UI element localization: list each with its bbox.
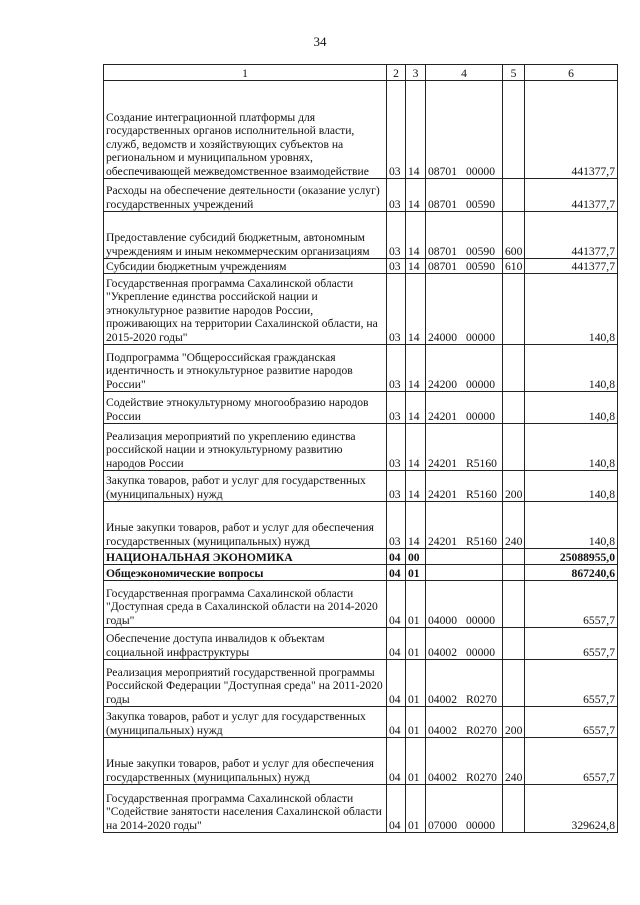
row-subsection: 01 — [406, 660, 426, 707]
row-subsection: 14 — [406, 424, 426, 471]
row-target-code — [426, 565, 503, 581]
target-code-direction: R5160 — [466, 456, 497, 470]
row-expense-group — [503, 392, 525, 424]
row-target-code — [426, 81, 503, 179]
row-target-code — [426, 259, 503, 274]
row-section: 04 — [387, 581, 406, 628]
target-code-direction: 00590 — [466, 244, 495, 258]
row-section: 03 — [387, 259, 406, 274]
header-cell-name: 1 — [104, 65, 387, 81]
row-section: 04 — [387, 707, 406, 738]
table-row — [104, 502, 618, 549]
row-amount: 867240,6 — [525, 565, 618, 581]
row-expense-group: 240 — [503, 502, 525, 549]
row-name: Иные закупки товаров, работ и услуг для обеспечения государственных (муниципальных) нужд — [104, 502, 387, 549]
row-name: Закупка товаров, работ и услуг для государственных (муниципальных) нужд — [104, 471, 387, 502]
row-target-code — [426, 628, 503, 660]
target-code-program: 04002 — [428, 692, 457, 706]
row-target-code — [426, 274, 503, 345]
row-amount: 441377,7 — [525, 212, 618, 259]
row-section: 03 — [387, 424, 406, 471]
table-row — [104, 660, 618, 707]
row-amount: 329624,8 — [525, 785, 618, 833]
row-section: 03 — [387, 179, 406, 212]
row-name: Государственная программа Сахалинской области "Доступная среда в Сахалинской области на 2014-2020 годы" — [104, 581, 387, 628]
row-amount: 25088955,0 — [525, 549, 618, 565]
target-code-direction: R0270 — [466, 723, 497, 737]
row-name: Субсидии бюджетным учреждениям — [104, 259, 387, 274]
row-expense-group — [503, 274, 525, 345]
row-name: Создание интеграционной платформы для государственных органов исполнительной власти, служб, ведомств и хозяйствующих субъектов на региональном и муниципальном уровнях, обеспечивающей межведомственное взаимодействие — [104, 81, 387, 179]
table-row — [104, 628, 618, 660]
target-code-program: 04002 — [428, 723, 457, 737]
row-target-code — [426, 179, 503, 212]
row-subsection: 00 — [406, 549, 426, 565]
row-expense-group — [503, 628, 525, 660]
row-expense-group — [503, 179, 525, 212]
row-subsection: 14 — [406, 212, 426, 259]
row-section: 04 — [387, 738, 406, 785]
target-code-direction: 00000 — [466, 613, 495, 627]
budget-table — [103, 64, 618, 833]
row-section: 03 — [387, 81, 406, 179]
target-code-program: 24000 — [428, 330, 457, 344]
row-subsection: 01 — [406, 738, 426, 785]
row-subsection: 14 — [406, 345, 426, 392]
row-section: 03 — [387, 212, 406, 259]
table-row — [104, 424, 618, 471]
row-name: НАЦИОНАЛЬНАЯ ЭКОНОМИКА — [104, 549, 387, 565]
row-amount: 140,8 — [525, 424, 618, 471]
table-row — [104, 345, 618, 392]
row-name: Расходы на обеспечение деятельности (оказание услуг) государственных учреждений — [104, 179, 387, 212]
row-name: Реализация мероприятий по укреплению единства российской нации и этнокультурному развитию народов России — [104, 424, 387, 471]
row-expense-group — [503, 424, 525, 471]
row-subsection: 14 — [406, 259, 426, 274]
row-name: Закупка товаров, работ и услуг для государственных (муниципальных) нужд — [104, 707, 387, 738]
table-row — [104, 707, 618, 738]
table-row — [104, 274, 618, 345]
target-code-program: 07000 — [428, 818, 457, 832]
row-target-code — [426, 581, 503, 628]
row-subsection: 14 — [406, 471, 426, 502]
row-expense-group: 200 — [503, 707, 525, 738]
target-code-program: 08701 — [428, 259, 457, 273]
row-section: 04 — [387, 565, 406, 581]
row-expense-group: 200 — [503, 471, 525, 502]
target-code-program: 04002 — [428, 770, 457, 784]
row-expense-group: 610 — [503, 259, 525, 274]
header-cell-section: 2 — [387, 65, 406, 81]
target-code-direction: 00000 — [466, 164, 495, 178]
row-expense-group — [503, 565, 525, 581]
row-amount: 441377,7 — [525, 81, 618, 179]
row-amount: 140,8 — [525, 345, 618, 392]
table-row — [104, 81, 618, 179]
target-code-program: 24201 — [428, 409, 457, 423]
target-code-direction: 00590 — [466, 197, 495, 211]
row-target-code — [426, 738, 503, 785]
target-code-direction: 00000 — [466, 409, 495, 423]
row-name: Подпрограмма "Общероссийская гражданская идентичность и этнокультурное развитие народов России" — [104, 345, 387, 392]
row-target-code — [426, 471, 503, 502]
row-section: 03 — [387, 274, 406, 345]
row-subsection: 14 — [406, 502, 426, 549]
target-code-direction: R0270 — [466, 770, 497, 784]
target-code-program: 08701 — [428, 197, 457, 211]
table-row — [104, 581, 618, 628]
row-expense-group — [503, 785, 525, 833]
row-target-code — [426, 660, 503, 707]
target-code-direction: 00590 — [466, 259, 495, 273]
target-code-direction: 00000 — [466, 818, 495, 832]
row-amount: 6557,7 — [525, 581, 618, 628]
row-section: 04 — [387, 549, 406, 565]
table-row — [104, 738, 618, 785]
row-name: Обеспечение доступа инвалидов к объектам социальной инфраструктуры — [104, 628, 387, 660]
row-amount: 6557,7 — [525, 628, 618, 660]
row-subsection: 14 — [406, 81, 426, 179]
row-name: Реализация мероприятий государственной программы Российской Федерации "Доступная среда" на 2011-2020 годы — [104, 660, 387, 707]
target-code-program: 24201 — [428, 456, 457, 470]
row-section: 03 — [387, 345, 406, 392]
header-cell-group: 5 — [503, 65, 525, 81]
row-name: Содействие этнокультурному многообразию народов России — [104, 392, 387, 424]
target-code-program: 04002 — [428, 645, 457, 659]
table-row — [104, 471, 618, 502]
row-name: Иные закупки товаров, работ и услуг для обеспечения государственных (муниципальных) нужд — [104, 738, 387, 785]
row-section: 04 — [387, 628, 406, 660]
row-amount: 140,8 — [525, 274, 618, 345]
header-row — [104, 65, 618, 81]
table-row — [104, 179, 618, 212]
row-amount: 140,8 — [525, 502, 618, 549]
row-subsection: 14 — [406, 392, 426, 424]
table-row — [104, 259, 618, 274]
header-cell-amount: 6 — [525, 65, 618, 81]
row-name: Государственная программа Сахалинской области "Содействие занятости населения Сахалинской области на 2014-2020 годы" — [104, 785, 387, 833]
target-code-program: 08701 — [428, 244, 457, 258]
row-amount: 441377,7 — [525, 259, 618, 274]
target-code-program: 24201 — [428, 534, 457, 548]
row-expense-group — [503, 581, 525, 628]
row-target-code — [426, 502, 503, 549]
row-target-code — [426, 345, 503, 392]
row-target-code — [426, 549, 503, 565]
table-row — [104, 785, 618, 833]
target-code-direction: 00000 — [466, 377, 495, 391]
row-target-code — [426, 707, 503, 738]
target-code-direction: R5160 — [466, 534, 497, 548]
row-section: 04 — [387, 660, 406, 707]
target-code-program: 24201 — [428, 487, 457, 501]
target-code-direction: R5160 — [466, 487, 497, 501]
row-target-code — [426, 424, 503, 471]
row-target-code — [426, 392, 503, 424]
row-subsection: 01 — [406, 565, 426, 581]
row-amount: 140,8 — [525, 392, 618, 424]
row-amount: 441377,7 — [525, 179, 618, 212]
row-name: Общеэкономические вопросы — [104, 565, 387, 581]
row-section: 04 — [387, 785, 406, 833]
row-amount: 6557,7 — [525, 707, 618, 738]
row-section: 03 — [387, 471, 406, 502]
row-target-code — [426, 212, 503, 259]
table-row — [104, 212, 618, 259]
row-section: 03 — [387, 392, 406, 424]
table-row — [104, 565, 618, 581]
row-expense-group: 240 — [503, 738, 525, 785]
page-number: 34 — [313, 34, 327, 49]
target-code-direction: 00000 — [466, 645, 495, 659]
row-subsection: 01 — [406, 707, 426, 738]
row-expense-group — [503, 660, 525, 707]
row-expense-group — [503, 345, 525, 392]
target-code-program: 08701 — [428, 164, 457, 178]
row-amount: 6557,7 — [525, 738, 618, 785]
table-row — [104, 392, 618, 424]
row-subsection: 01 — [406, 581, 426, 628]
row-subsection: 14 — [406, 179, 426, 212]
target-code-direction: R0270 — [466, 692, 497, 706]
header-cell-subsection: 3 — [406, 65, 426, 81]
row-section: 03 — [387, 502, 406, 549]
target-code-direction: 00000 — [466, 330, 495, 344]
row-subsection: 01 — [406, 785, 426, 833]
row-amount: 140,8 — [525, 471, 618, 502]
row-name: Предоставление субсидий бюджетным, автономным учреждениям и иным некоммерческим организациям — [104, 212, 387, 259]
row-target-code — [426, 785, 503, 833]
row-subsection: 14 — [406, 274, 426, 345]
row-expense-group — [503, 81, 525, 179]
target-code-program: 24200 — [428, 377, 457, 391]
target-code-program: 04000 — [428, 613, 457, 627]
row-amount: 6557,7 — [525, 660, 618, 707]
row-expense-group: 600 — [503, 212, 525, 259]
row-expense-group — [503, 549, 525, 565]
row-subsection: 01 — [406, 628, 426, 660]
row-name: Государственная программа Сахалинской области "Укрепление единства российской нации и этнокультурное развитие народов России, проживающих на территории Сахалинской области, на 2015-2020 годы" — [104, 274, 387, 345]
header-cell-target: 4 — [426, 65, 503, 81]
table-row — [104, 549, 618, 565]
